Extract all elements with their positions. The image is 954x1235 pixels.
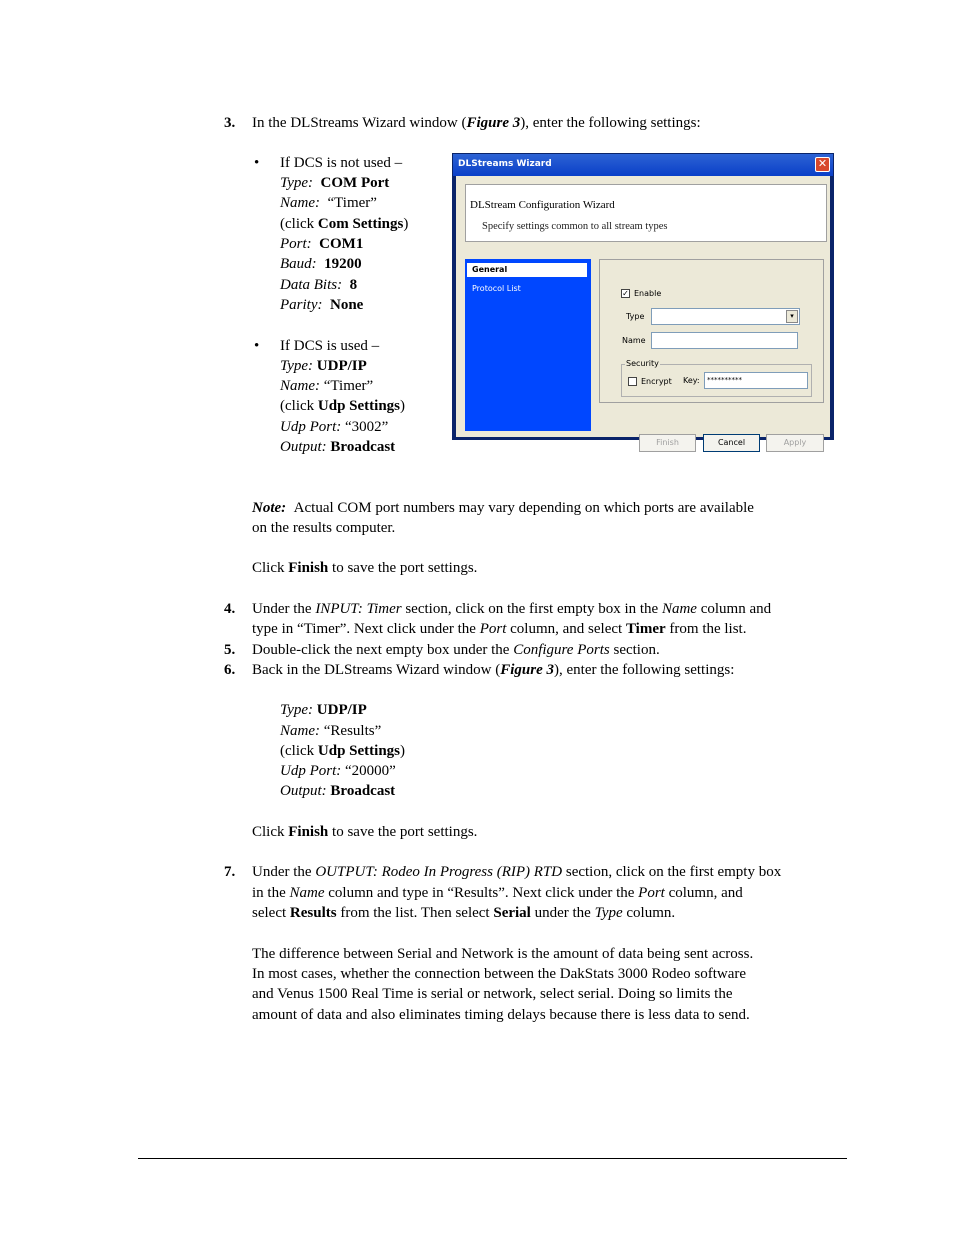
- type-dropdown[interactable]: [651, 308, 800, 325]
- enable-label: Enable: [634, 289, 662, 298]
- step-7-line-3: select Results from the list. Then select Serial under the Type column.: [252, 905, 676, 921]
- step-7-line-1: Under the OUTPUT: Rodeo In Progress (RIP) RTD section, click on the first empty box: [252, 864, 782, 880]
- security-label: Security: [626, 359, 659, 368]
- close-icon[interactable]: ✕: [815, 157, 830, 172]
- dialog-body: [456, 176, 830, 447]
- bullet-glyph: •: [254, 155, 260, 171]
- apply-button[interactable]: Apply: [766, 434, 824, 452]
- dcs-output: Output: Broadcast: [280, 439, 396, 455]
- footer-rule: [138, 1158, 847, 1159]
- type-label: Type: [626, 312, 645, 321]
- name-label: Name: [622, 336, 646, 345]
- finish-instruction: Click Finish to save the port settings.: [252, 824, 478, 840]
- cancel-button[interactable]: Cancel: [703, 434, 760, 452]
- difference-line-2: In most cases, whether the connection between the DakStats 3000 Rodeo software: [252, 966, 747, 982]
- name-input[interactable]: [651, 332, 798, 349]
- results-click: (click Udp Settings): [280, 743, 406, 759]
- dcs-type: Type: UDP/IP: [280, 358, 367, 374]
- wizard-header-subtitle: Specify settings common to all stream types: [482, 221, 668, 232]
- wizard-header-title: DLStream Configuration Wizard: [470, 199, 615, 211]
- dialog-title: DLStreams Wizard: [458, 159, 552, 169]
- step-4-line-2: type in “Timer”. Next click under the Port column, and select Timer from the list.: [252, 621, 747, 637]
- note-line-1: Note: Actual COM port numbers may vary depending on which ports are available: [252, 500, 754, 516]
- no-dcs-port: Port: COM1: [280, 236, 364, 252]
- dlstreams-wizard-dialog: [452, 153, 834, 447]
- bullet-glyph: •: [254, 338, 260, 354]
- step-3-text: In the DLStreams Wizard window (Figure 3), enter the following settings:: [252, 115, 701, 131]
- step-number: 6.: [224, 662, 236, 678]
- dcs-udp-port: Udp Port: “3002”: [280, 419, 389, 435]
- encrypt-checkbox[interactable]: [628, 377, 637, 386]
- no-dcs-parity: Parity: None: [280, 297, 364, 313]
- step-5-text: Double-click the next empty box under the Configure Ports section.: [252, 642, 660, 658]
- step-6-text: Back in the DLStreams Wizard window (Figure 3), enter the following settings:: [252, 662, 735, 678]
- no-dcs-click: (click Com Settings): [280, 216, 409, 232]
- general-settings-panel: [599, 259, 824, 403]
- results-output: Output: Broadcast: [280, 783, 396, 799]
- key-value: **********: [707, 376, 742, 384]
- enable-checkbox[interactable]: ✓: [622, 289, 629, 298]
- step-number: 4.: [224, 601, 236, 617]
- results-name: Name: “Results”: [280, 723, 382, 739]
- chevron-down-icon[interactable]: ▾: [786, 310, 798, 323]
- dcs-name: Name: “Timer”: [280, 378, 374, 394]
- step-number: 3.: [224, 115, 236, 131]
- dialog-titlebar: [453, 154, 833, 176]
- nav-item-general[interactable]: General: [467, 263, 587, 277]
- no-dcs-type: Type: COM Port: [280, 175, 390, 191]
- wizard-nav-pane: [465, 259, 591, 431]
- security-group: [621, 359, 812, 397]
- no-dcs-heading: If DCS is not used –: [280, 155, 403, 171]
- results-type: Type: UDP/IP: [280, 702, 367, 718]
- no-dcs-databits: Data Bits: 8: [280, 277, 358, 293]
- wizard-header: [465, 184, 827, 242]
- key-label: Key:: [683, 376, 700, 385]
- note-line-2: on the results computer.: [252, 520, 396, 536]
- step-7-line-2: in the Name column and type in “Results”. Next click under the Port column, and: [252, 885, 743, 901]
- finish-button[interactable]: Finish: [639, 434, 696, 452]
- no-dcs-name: Name: “Timer”: [280, 195, 377, 211]
- step-number: 5.: [224, 642, 236, 658]
- difference-line-1: The difference between Serial and Network is the amount of data being sent across.: [252, 946, 754, 962]
- finish-instruction: Click Finish to save the port settings.: [252, 560, 478, 576]
- results-udp-port: Udp Port: “20000”: [280, 763, 396, 779]
- step-4-line-1: Under the INPUT: Timer section, click on the first empty box in the Name column and: [252, 601, 772, 617]
- nav-item-protocol-list[interactable]: Protocol List: [472, 284, 521, 293]
- no-dcs-baud: Baud: 19200: [280, 256, 362, 272]
- dcs-click: (click Udp Settings): [280, 398, 406, 414]
- difference-line-4: amount of data and also eliminates timing delays because there is less data to send.: [252, 1007, 750, 1023]
- key-input[interactable]: [704, 372, 808, 389]
- step-number: 7.: [224, 864, 236, 880]
- encrypt-label: Encrypt: [641, 377, 672, 386]
- dcs-heading: If DCS is used –: [280, 338, 380, 354]
- difference-line-3: and Venus 1500 Real Time is serial or network, select serial. Doing so limits the: [252, 986, 733, 1002]
